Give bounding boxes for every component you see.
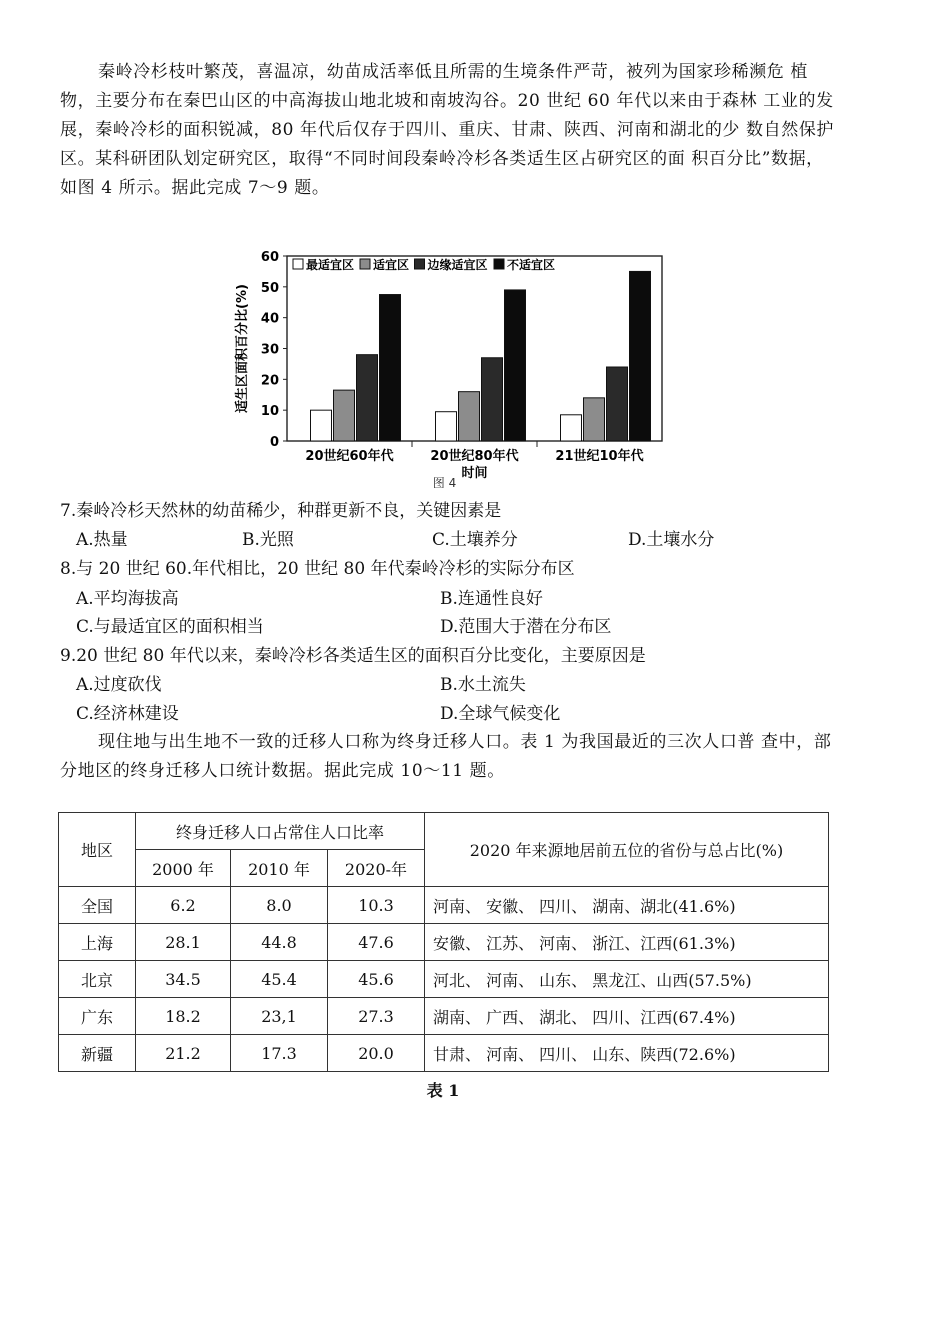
cell-region: 上海	[59, 924, 136, 961]
table-row	[59, 924, 829, 961]
cell-2020: 20.0	[328, 1035, 425, 1072]
q7-option-a: A.热量	[76, 530, 128, 550]
legend-label-2: 边缘适宜区	[427, 258, 488, 272]
question-9-stem: 9.20 世纪 80 年代以来，秦岭冷杉各类适生区的面积百分比变化，主要原因是	[60, 646, 646, 666]
cell-2010: 44.8	[231, 924, 328, 961]
legend-swatch-3	[494, 259, 504, 269]
q9-option-c: C.经济林建设	[76, 704, 179, 724]
q7-option-b: B.光照	[242, 530, 294, 550]
bar-0-1	[436, 412, 457, 441]
q8-option-b: B.连通性良好	[440, 589, 543, 609]
bar-3-1	[505, 290, 526, 441]
y-tick-label: 50	[260, 280, 279, 296]
y-tick-label: 60	[260, 250, 279, 265]
cell-source: 甘肃、 河南、 四川、 山东、陕西(72.6%)	[425, 1035, 829, 1072]
cell-2010: 8.0	[231, 887, 328, 924]
table-header-row	[59, 813, 829, 850]
cell-2000: 21.2	[136, 1035, 231, 1072]
table-row	[59, 887, 829, 924]
table-row	[59, 1035, 829, 1072]
bar-1-0	[334, 390, 355, 441]
cell-2000: 6.2	[136, 887, 231, 924]
cell-source: 安徽、 江苏、 河南、 浙江、江西(61.3%)	[425, 924, 829, 961]
cell-2010: 17.3	[231, 1035, 328, 1072]
table-caption: 表 1	[426, 1081, 460, 1100]
bar-0-2	[561, 415, 582, 441]
bar-2-2	[607, 367, 628, 441]
x-axis-label: 时间	[461, 466, 488, 481]
legend-swatch-1	[360, 259, 370, 269]
cell-2020: 47.6	[328, 924, 425, 961]
q8-option-d: D.范围大于潜在分布区	[440, 617, 612, 637]
bar-3-2	[630, 271, 651, 441]
x-tick-label: 20世纪60年代	[305, 449, 394, 464]
header-ratio: 终身迁移人口占常住人口比率	[136, 813, 425, 850]
cell-2000: 18.2	[136, 998, 231, 1035]
header-source: 2020 年来源地居前五位的省份与总占比(%)	[425, 813, 829, 887]
legend-swatch-0	[293, 259, 303, 269]
y-tick-label: 40	[260, 311, 279, 327]
header-region: 地区	[59, 813, 136, 887]
cell-2000: 28.1	[136, 924, 231, 961]
cell-2000: 34.5	[136, 961, 231, 998]
header-year-2020: 2020-年	[328, 850, 425, 887]
cell-region: 北京	[59, 961, 136, 998]
cell-region: 广东	[59, 998, 136, 1035]
legend-label-0: 最适宜区	[306, 258, 355, 272]
bar-3-0	[380, 295, 401, 441]
cell-source: 河北、 河南、 山东、 黑龙江、山西(57.5%)	[425, 961, 829, 998]
cell-2010: 23,1	[231, 998, 328, 1035]
bar-0-0	[311, 410, 332, 441]
legend-swatch-2	[415, 259, 425, 269]
question-7-stem: 7.秦岭冷杉天然林的幼苗稀少，种群更新不良，关键因素是	[60, 501, 502, 521]
y-tick-label: 10	[260, 404, 279, 420]
table-row	[59, 961, 829, 998]
header-year-2010: 2010 年	[231, 850, 328, 887]
x-tick-label: 20世纪80年代	[430, 449, 519, 464]
bar-2-0	[357, 355, 378, 441]
q7-option-d: D.土壤水分	[628, 530, 715, 550]
intro-paragraph-1: 秦岭冷杉枝叶繁茂，喜温凉，幼苗成活率低且所需的生境条件严苛，被列为国家珍稀濒危 植物，主要分布在秦巴山区的中高海拔山地北坡和南坡沟谷。20 世纪 60 年代以来由于森林 工业的发展，秦岭冷杉的面积锐减，80 年代后仅存于四川、重庆、甘肃、陕西、河南和湖北的少 数自然保护区。某科研团队划定研究区，取得“不同时间段秦岭冷杉各类适生区占研究区的面 积百分比”数据，如图 4 所示。据此完成 7～9 题。	[60, 62, 835, 198]
q9-option-b: B.水土流失	[440, 675, 526, 695]
q8-option-a: A.平均海拔高	[76, 589, 179, 609]
cell-source: 河南、 安徽、 四川、 湖南、湖北(41.6%)	[425, 887, 829, 924]
cell-region: 新疆	[59, 1035, 136, 1072]
q9-option-a: A.过度砍伐	[76, 675, 162, 695]
migration-table	[58, 812, 829, 1072]
cell-region: 全国	[59, 887, 136, 924]
figure-caption: 图 4	[432, 476, 457, 488]
q8-option-c: C.与最适宜区的面积相当	[76, 617, 264, 637]
cell-2010: 45.4	[231, 961, 328, 998]
x-tick-label: 21世纪10年代	[555, 449, 644, 464]
question-8-stem: 8.与 20 世纪 60.年代相比，20 世纪 80 年代秦岭冷杉的实际分布区	[60, 559, 575, 579]
bar-2-1	[482, 358, 503, 441]
bar-1-2	[584, 398, 605, 441]
y-tick-label: 20	[260, 373, 279, 389]
intro-paragraph-2: 现住地与出生地不一致的迁移人口称为终身迁移人口。表 1 为我国最近的三次人口普 查中，部分地区的终身迁移人口统计数据。据此完成 10～11 题。	[60, 732, 832, 781]
legend-label-3: 不适宜区	[507, 258, 556, 272]
cell-2020: 45.6	[328, 961, 425, 998]
bar-1-1	[459, 392, 480, 441]
cell-2020: 10.3	[328, 887, 425, 924]
cell-2020: 27.3	[328, 998, 425, 1035]
y-axis-label: 适生区面积百分比(%)	[235, 284, 250, 413]
legend-label-1: 适宜区	[373, 258, 410, 272]
figure-4-chart	[230, 238, 670, 488]
table-row	[59, 998, 829, 1035]
y-tick-label: 0	[269, 435, 279, 450]
cell-source: 湖南、 广西、 湖北、 四川、江西(67.4%)	[425, 998, 829, 1035]
y-tick-label: 30	[260, 342, 279, 358]
header-year-2000: 2000 年	[136, 850, 231, 887]
q7-option-c: C.土壤养分	[432, 530, 518, 550]
q9-option-d: D.全球气候变化	[440, 704, 561, 724]
